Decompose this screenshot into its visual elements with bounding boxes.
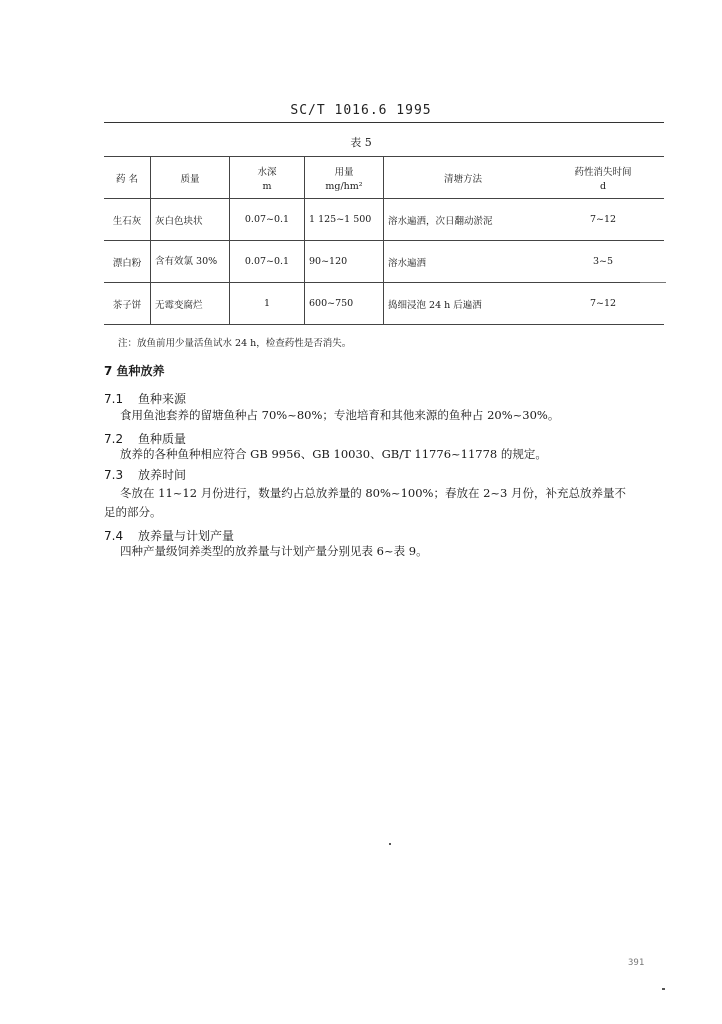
header-rule [104,122,664,123]
cell-method: 捣细浸泡 24 h 后遍洒 [384,283,543,325]
cell-name: 生石灰 [104,199,151,241]
col-header-name: 药 名 [104,157,151,199]
table-5 [104,156,664,325]
section-title: 鱼种质量 [138,432,187,446]
section-7-1-text: 食用鱼池套养的留塘鱼种占 70%~80%；专池培育和其他来源的鱼种占 20%~30%。 [120,408,560,422]
table-note: 注：放鱼前用少量活鱼试水 24 h，检查药性是否消失。 [118,338,352,349]
section-7-3-text-line1: 冬放在 11~12 月份进行，数量约占总放养量的 80%~100%；春放在 2~3 月份，补充总放养量不 [120,486,627,500]
cell-method: 溶水遍洒 [384,241,543,283]
cell-depth: 1 [230,283,305,325]
table-header-row [104,157,664,199]
section-7-3-text-line2: 足的部分。 [104,505,162,519]
scan-speck [389,843,391,845]
section-title: 放养时间 [138,468,187,482]
cell-time: 7~12 [542,199,664,241]
scan-streak [640,282,666,283]
cell-depth: 0.07~0.1 [230,199,305,241]
cell-quality: 无霉变腐烂 [151,283,230,325]
cell-dose: 600~750 [305,283,384,325]
col-header-method: 清塘方法 [384,157,543,199]
col-header-dose: 用量 mg/hm² [305,157,384,199]
cell-depth: 0.07~0.1 [230,241,305,283]
section-7-title: 7 鱼种放养 [104,364,165,378]
section-7-4-text: 四种产量级饲养类型的放养量与计划产量分别见表 6~表 9。 [120,544,428,558]
section-number: 7.1 [104,392,124,406]
section-number: 7.3 [104,468,124,482]
standard-header: SC/T 1016.6 1995 [290,103,432,118]
scan-speck [662,988,665,990]
page-number: 391 [628,958,645,968]
cell-quality: 含有效氯 30% [151,241,230,283]
cell-time: 7~12 [542,283,664,325]
section-title: 鱼种来源 [138,392,187,406]
col-header-quality: 质量 [151,157,230,199]
cell-name: 漂白粉 [104,241,151,283]
table-row [104,241,664,283]
col-header-time: 药性消失时间 d [542,157,664,199]
col-header-depth: 水深 m [230,157,305,199]
cell-name: 茶子饼 [104,283,151,325]
section-title: 放养量与计划产量 [138,529,235,543]
section-number: 7.4 [104,529,124,543]
section-7-3-heading [104,466,186,483]
cell-quality: 灰白色块状 [151,199,230,241]
section-number: 7.2 [104,432,124,446]
cell-method: 溶水遍洒，次日翻动淤泥 [384,199,543,241]
table-row [104,283,664,325]
cell-time: 3~5 [542,241,664,283]
table-row [104,199,664,241]
cell-dose: 1 125~1 500 [305,199,384,241]
table-caption: 表 5 [350,136,372,149]
cell-dose: 90~120 [305,241,384,283]
section-7-2-text: 放养的各种鱼种相应符合 GB 9956、GB 10030、GB/T 11776~11778 的规定。 [120,447,547,461]
